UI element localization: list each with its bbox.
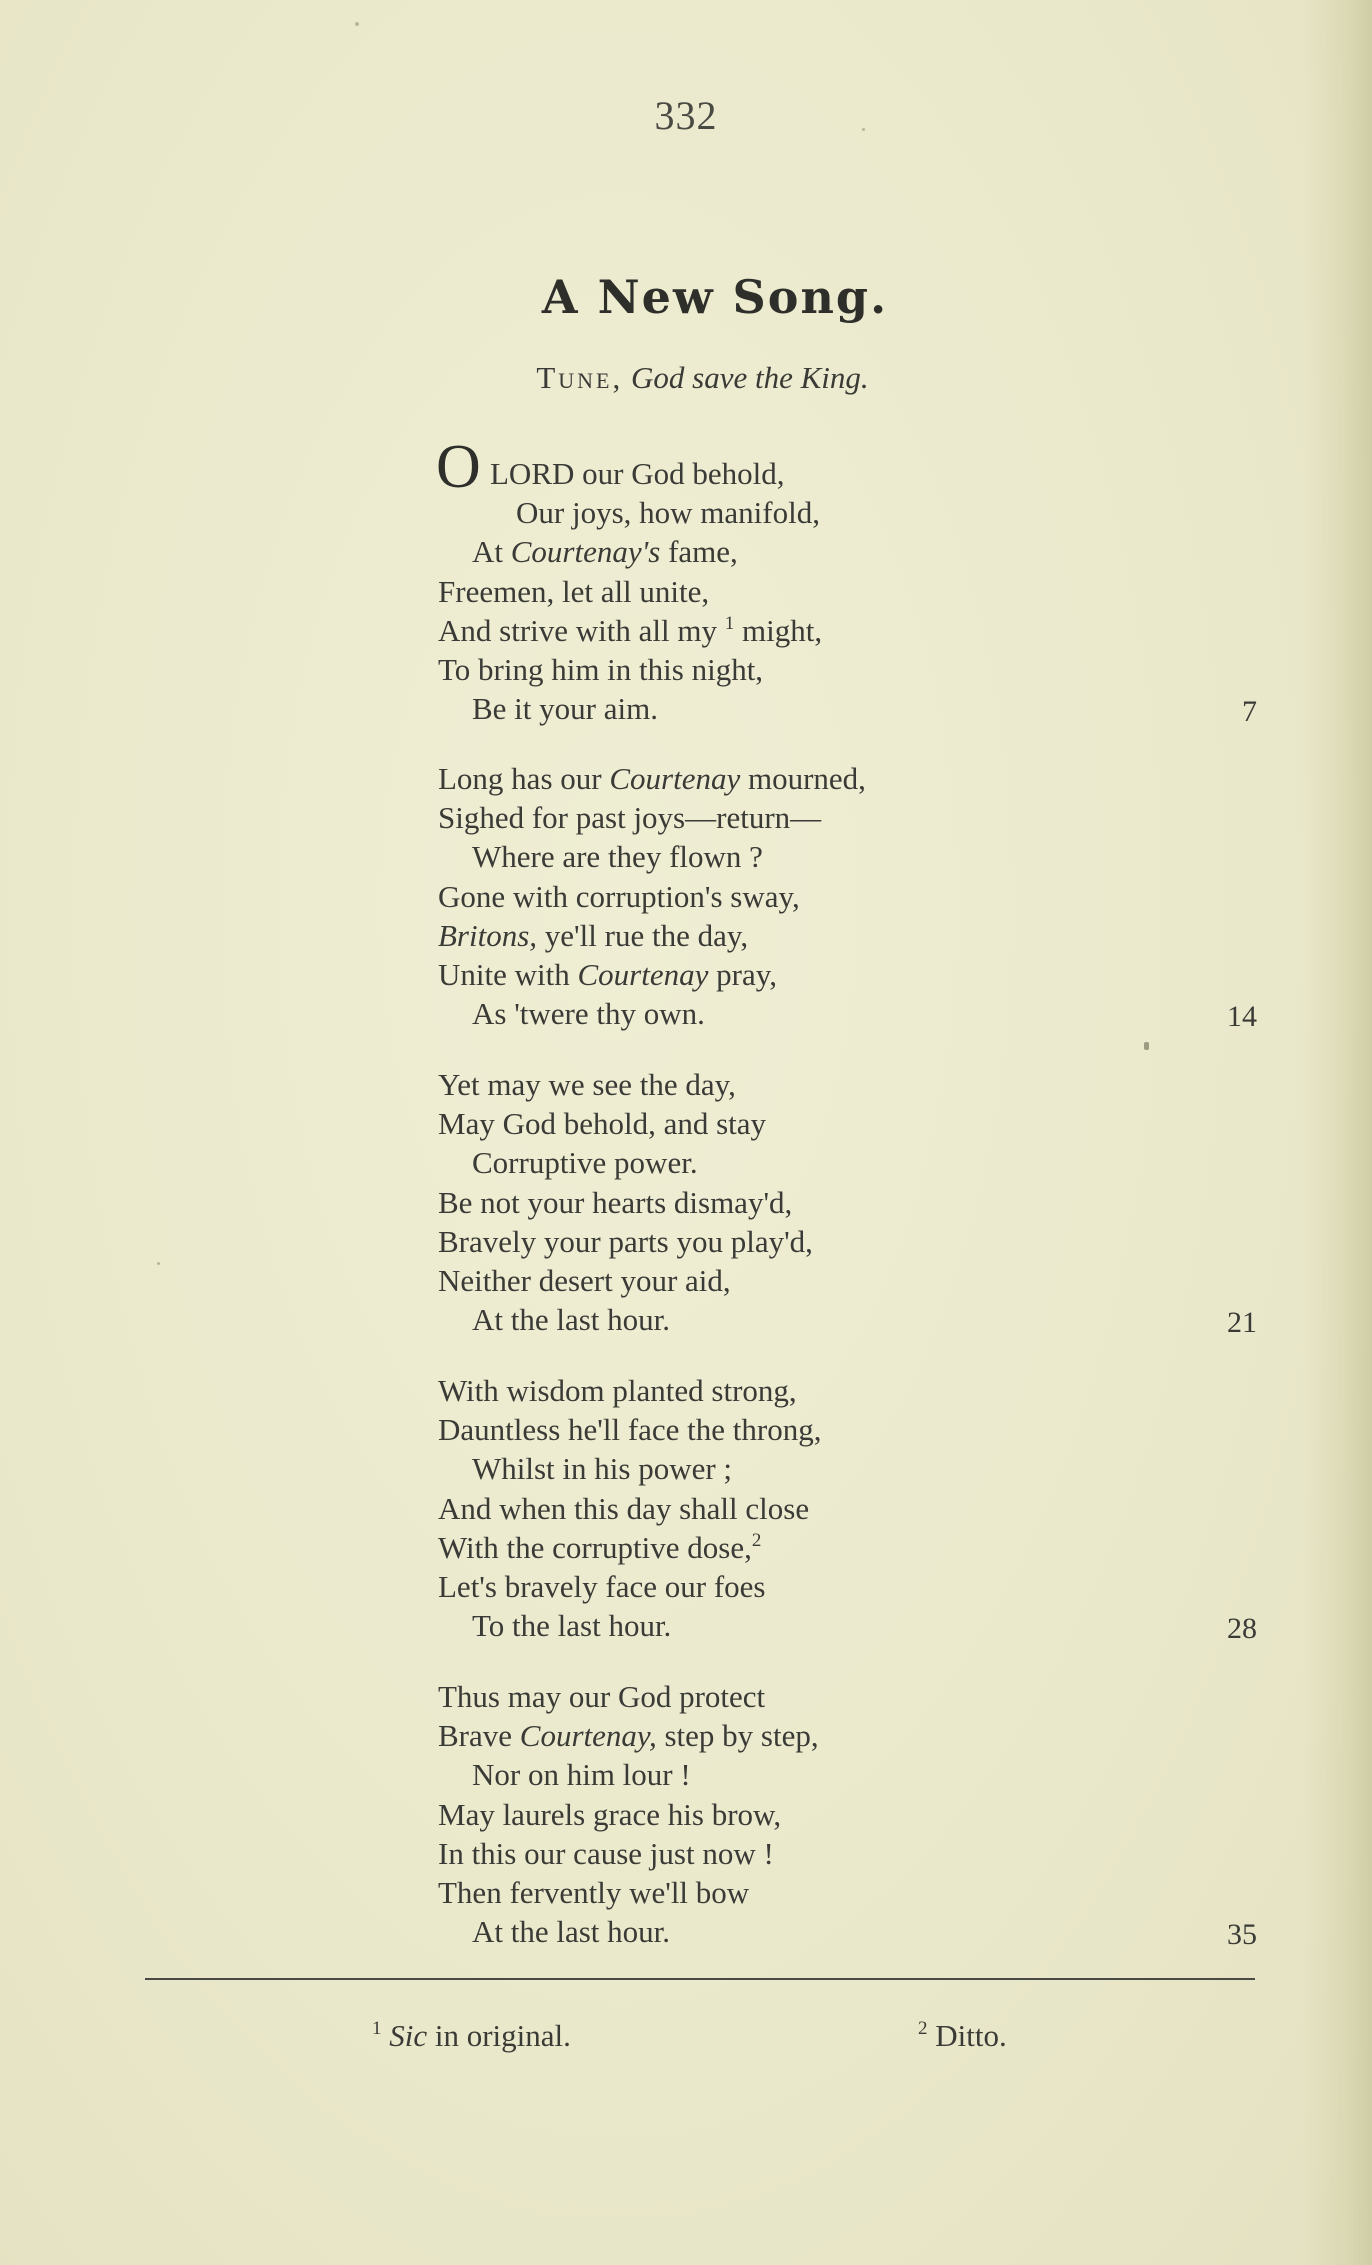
poem-line <box>438 763 866 794</box>
poem-line <box>438 1265 731 1296</box>
line-text: Bravely your parts you play'd, <box>438 1223 813 1259</box>
footnote-2 <box>918 2018 1007 2054</box>
poem-line <box>472 1608 672 1644</box>
footnote-marker: 1 <box>372 2018 382 2039</box>
line-text: step by step, <box>656 1718 819 1754</box>
poem-line <box>438 1796 782 1832</box>
line-text: At the last hour. <box>472 1302 671 1338</box>
poem-line <box>472 1914 671 1950</box>
paper-speck <box>355 22 359 26</box>
line-text: With wisdom planted strong, <box>438 1373 797 1408</box>
line-text: might, <box>734 612 823 648</box>
poem-line <box>472 996 705 1032</box>
poem-line <box>438 1223 813 1259</box>
tune-label: Tune, <box>536 360 624 395</box>
poem-line <box>472 1302 671 1338</box>
line-number: 35 <box>1227 1918 1257 1952</box>
line-text: Whilst in his power ; <box>472 1451 733 1487</box>
poem-line <box>438 1069 736 1100</box>
footnote-reference: 2 <box>751 1529 762 1551</box>
line-italic: Courtenay <box>609 761 741 796</box>
line-text: pray, <box>708 957 777 992</box>
line-text: Be not your hearts dismay'd, <box>438 1184 793 1220</box>
line-text: Freemen, let all unite, <box>438 573 710 609</box>
line-text: fame, <box>660 534 738 570</box>
line-text: ye'll rue the day, <box>537 917 749 953</box>
line-number: 7 <box>1242 695 1257 729</box>
line-text: Let's bravely face our foes <box>438 1569 766 1604</box>
poem-line <box>472 1451 733 1487</box>
poem-line <box>438 878 800 914</box>
poem-line <box>438 1375 797 1406</box>
line-text: Sighed for past joys—return— <box>438 800 822 836</box>
line-text: At <box>472 534 511 570</box>
tune-name: God save the King. <box>631 360 869 395</box>
poem-line <box>438 1681 765 1712</box>
poem-line <box>472 839 763 875</box>
footnote-text: in original. <box>427 2018 571 2053</box>
poem-line <box>438 1106 767 1142</box>
poem-line <box>438 959 777 990</box>
paper-speck <box>157 1262 160 1265</box>
line-text: Dauntless he'll face the throng, <box>438 1412 822 1448</box>
line-text: Neither desert your aid, <box>438 1263 731 1298</box>
poem-line <box>438 917 749 953</box>
line-text: Unite with <box>438 957 578 992</box>
poem-line <box>438 1490 810 1526</box>
footnote-reference: 1 <box>724 612 735 634</box>
line-italic: Britons, <box>438 917 538 953</box>
line-text: mourned, <box>740 761 866 796</box>
line-text: Long has our <box>438 761 610 796</box>
line-text: And when this day shall close <box>438 1490 810 1526</box>
poem-line <box>438 654 763 685</box>
line-text: Be it your aim. <box>472 691 658 727</box>
line-italic: Courtenay's <box>510 534 661 570</box>
line-text: Yet may we see the day, <box>438 1067 736 1102</box>
footnote-marker: 2 <box>918 2018 928 2039</box>
footnote-italic: Sic <box>389 2018 428 2053</box>
line-text: Brave <box>438 1718 520 1754</box>
poem-line <box>472 1757 691 1793</box>
poem-line <box>438 1529 762 1565</box>
line-text: To the last hour. <box>472 1608 672 1644</box>
poem-line <box>490 458 784 489</box>
poem-line <box>438 612 823 648</box>
line-text: Then fervently we'll bow <box>438 1875 750 1910</box>
line-text: Gone with corruption's sway, <box>438 878 800 914</box>
line-text: At the last hour. <box>472 1914 671 1950</box>
line-italic: Courtenay, <box>519 1718 657 1754</box>
line-number: 21 <box>1227 1306 1257 1340</box>
line-number: 14 <box>1227 1000 1257 1034</box>
poem-line <box>516 495 820 531</box>
footnote-text: Ditto. <box>927 2018 1007 2053</box>
poem-line <box>438 1571 765 1602</box>
line-text: In this our cause just now ! <box>438 1835 774 1871</box>
song-title: A New Song. <box>541 270 889 324</box>
line-text: Nor on him lour ! <box>472 1757 691 1793</box>
line-text: And strive with all my <box>438 612 725 648</box>
drop-cap: O <box>436 433 481 501</box>
line-text: Where are they flown ? <box>472 839 763 875</box>
poem-line <box>438 1835 774 1871</box>
paper-speck <box>1144 1042 1149 1050</box>
line-text: With the corruptive dose, <box>438 1529 752 1565</box>
poem-line <box>438 1184 793 1220</box>
poem-line <box>438 800 822 836</box>
line-italic: Courtenay <box>577 957 709 992</box>
line-text: As 'twere thy own. <box>472 996 705 1032</box>
line-text: LORD our God behold, <box>490 456 785 491</box>
line-text: May God behold, and stay <box>438 1106 767 1142</box>
page-edge-shadow <box>1302 0 1372 2265</box>
line-text: To bring him in this night, <box>438 652 764 687</box>
line-text: Our joys, how manifold, <box>516 495 820 531</box>
tune-line <box>0 360 1372 396</box>
poem-line <box>472 534 738 570</box>
line-text: May laurels grace his brow, <box>438 1796 782 1832</box>
page-number: 332 <box>654 93 718 138</box>
line-text: Thus may our God protect <box>438 1679 766 1714</box>
poem-line <box>472 691 658 727</box>
poem-line <box>472 1145 698 1181</box>
poem-line <box>438 1877 749 1908</box>
line-text: Corruptive power. <box>472 1145 698 1181</box>
footnote-1 <box>372 2018 571 2054</box>
poem-line <box>438 1718 819 1754</box>
line-number: 28 <box>1227 1612 1257 1646</box>
poem-line <box>438 573 710 609</box>
poem-line <box>438 1412 822 1448</box>
footnote-rule <box>145 1978 1255 1980</box>
